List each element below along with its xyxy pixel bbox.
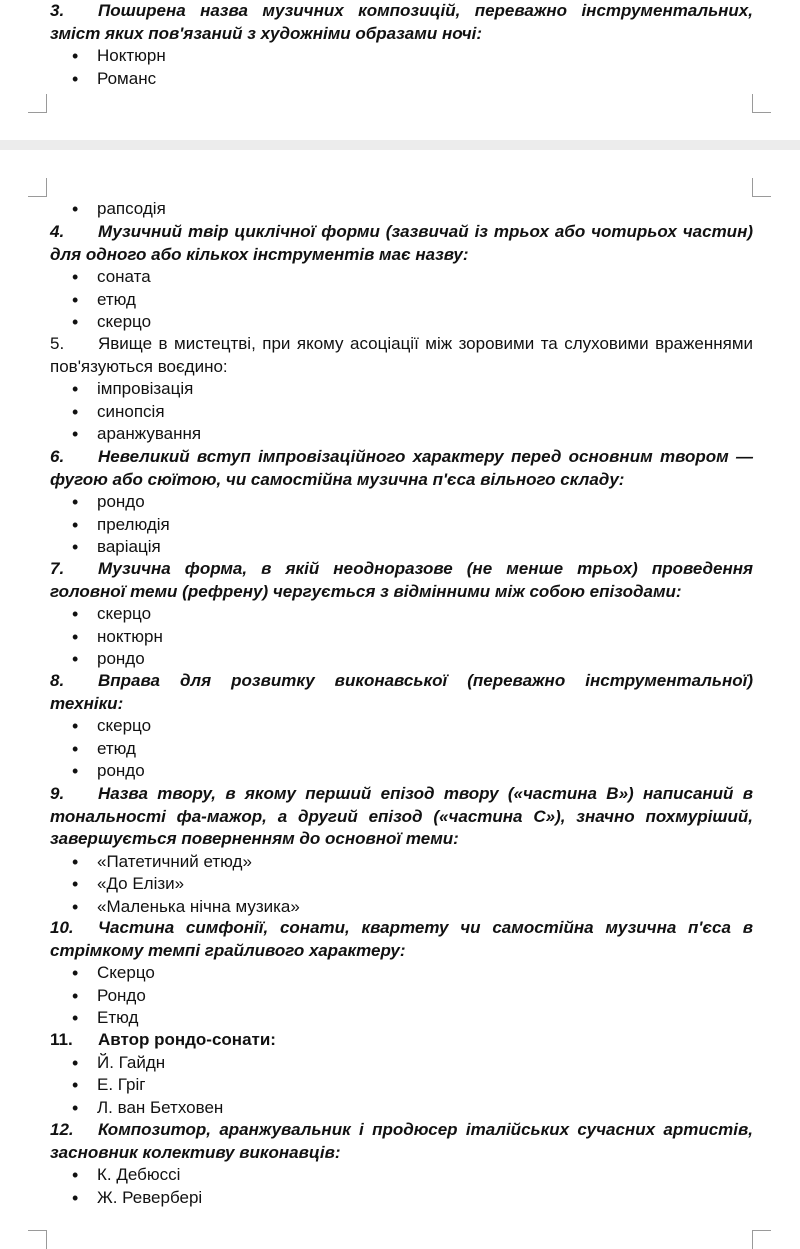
page-corner-mark <box>28 94 47 113</box>
page-corner-mark <box>752 94 771 113</box>
answer-list <box>50 378 753 446</box>
answer-list <box>50 1164 753 1209</box>
answer-option[interactable]: • етюд <box>50 738 753 761</box>
page-corner-mark <box>752 1230 771 1249</box>
answer-option[interactable]: • прелюдія <box>50 514 753 537</box>
answer-option[interactable]: • Рондо <box>50 985 753 1008</box>
question-text: 3. Поширена назва музичних композицій, переважно інструментальних, зміст яких пов'язаний з художніми образами ночі: <box>50 1 753 43</box>
question-text: 12. Композитор, аранжувальник і продюсер італійських сучасних артистів, засновник колективу виконавців: <box>50 1120 753 1162</box>
answer-option[interactable]: • синопсія <box>50 401 753 424</box>
answer-list <box>50 1052 753 1120</box>
question-text: 11. Автор рондо-сонати: <box>50 1030 276 1049</box>
question-6 <box>50 446 753 559</box>
answer-option[interactable]: • рондо <box>50 760 753 783</box>
question-3 <box>50 0 753 90</box>
question-11 <box>50 1029 753 1120</box>
question-7 <box>50 558 753 671</box>
answer-option[interactable]: • скерцо <box>50 603 753 626</box>
answer-option[interactable]: • соната <box>50 266 753 289</box>
question-text: 4. Музичний твір циклічної форми (зазвичай із трьох або чотирьох частин) для одного або кількох інструментів має назву: <box>50 222 753 264</box>
question-8 <box>50 670 753 783</box>
answer-option[interactable]: • скерцо <box>50 715 753 738</box>
question-12 <box>50 1119 753 1209</box>
answer-option[interactable]: • варіація <box>50 536 753 559</box>
question-9 <box>50 783 753 919</box>
answer-option[interactable]: • «Маленька нічна музика» <box>50 896 753 919</box>
answer-list <box>50 45 753 90</box>
answer-option[interactable]: • Й. Гайдн <box>50 1052 753 1075</box>
question-text: 5. Явище в мистецтві, при якому асоціації між зоровими та слуховими враженнями пов'язуються воєдино: <box>50 334 753 376</box>
answer-option[interactable]: • Е. Гріг <box>50 1074 753 1097</box>
answer-option[interactable]: • Романс <box>50 68 753 91</box>
question-text: 7. Музична форма, в якій неодноразове (не менше трьох) проведення головної теми (рефрену) чергується з відмінними між собою епізодами: <box>50 559 753 601</box>
answer-option[interactable]: • рондо <box>50 648 753 671</box>
answer-option[interactable]: • Ноктюрн <box>50 45 753 68</box>
answer-list <box>50 603 753 671</box>
answer-option[interactable]: • Скерцо <box>50 962 753 985</box>
question-text: 10. Частина симфонії, сонати, квартету чи самостійна музична п'єса в стрімкому темпі грайливого характеру: <box>50 918 753 960</box>
answer-option[interactable]: • імпровізація <box>50 378 753 401</box>
answer-option[interactable]: • ноктюрн <box>50 626 753 649</box>
question-text: 8. Вправа для розвитку виконавської (переважно інструментальної) техніки: <box>50 671 753 713</box>
answer-list <box>50 851 753 919</box>
answer-option[interactable]: • «До Елізи» <box>50 873 753 896</box>
answer-option[interactable]: • скерцо <box>50 311 753 334</box>
answer-list <box>50 491 753 559</box>
question-text: 9. Назва твору, в якому перший епізод твору («частина В») написаний в тональності фа-мажор, а другий епізод («частина С»), значно похмуріший, завершується поверненням до основної теми: <box>50 784 753 848</box>
answer-option[interactable]: • рондо <box>50 491 753 514</box>
answer-option[interactable]: • Етюд <box>50 1007 753 1030</box>
answer-option[interactable]: • Л. ван Бетховен <box>50 1097 753 1120</box>
answer-option[interactable]: • К. Дебюссі <box>50 1164 753 1187</box>
answer-option[interactable]: • «Патетичний етюд» <box>50 851 753 874</box>
question-10 <box>50 917 753 1030</box>
answer-list <box>50 266 753 334</box>
answer-option[interactable]: • Ж. Ревербері <box>50 1187 753 1210</box>
page-corner-mark <box>752 178 771 197</box>
question-3-continued <box>50 198 753 221</box>
page-break <box>0 140 800 150</box>
question-5 <box>50 333 753 446</box>
question-text: 6. Невеликий вступ імпровізаційного характеру перед основним твором — фугою або сюїтою, чи самостійна музична п'єса вільного складу: <box>50 447 753 489</box>
answer-list <box>50 962 753 1030</box>
answer-option[interactable]: • етюд <box>50 289 753 312</box>
question-4 <box>50 221 753 334</box>
answer-list <box>50 198 753 221</box>
page-corner-mark <box>28 1230 47 1249</box>
page-corner-mark <box>28 178 47 197</box>
answer-option[interactable]: • рапсодія <box>50 198 753 221</box>
answer-option[interactable]: • аранжування <box>50 423 753 446</box>
answer-list <box>50 715 753 783</box>
